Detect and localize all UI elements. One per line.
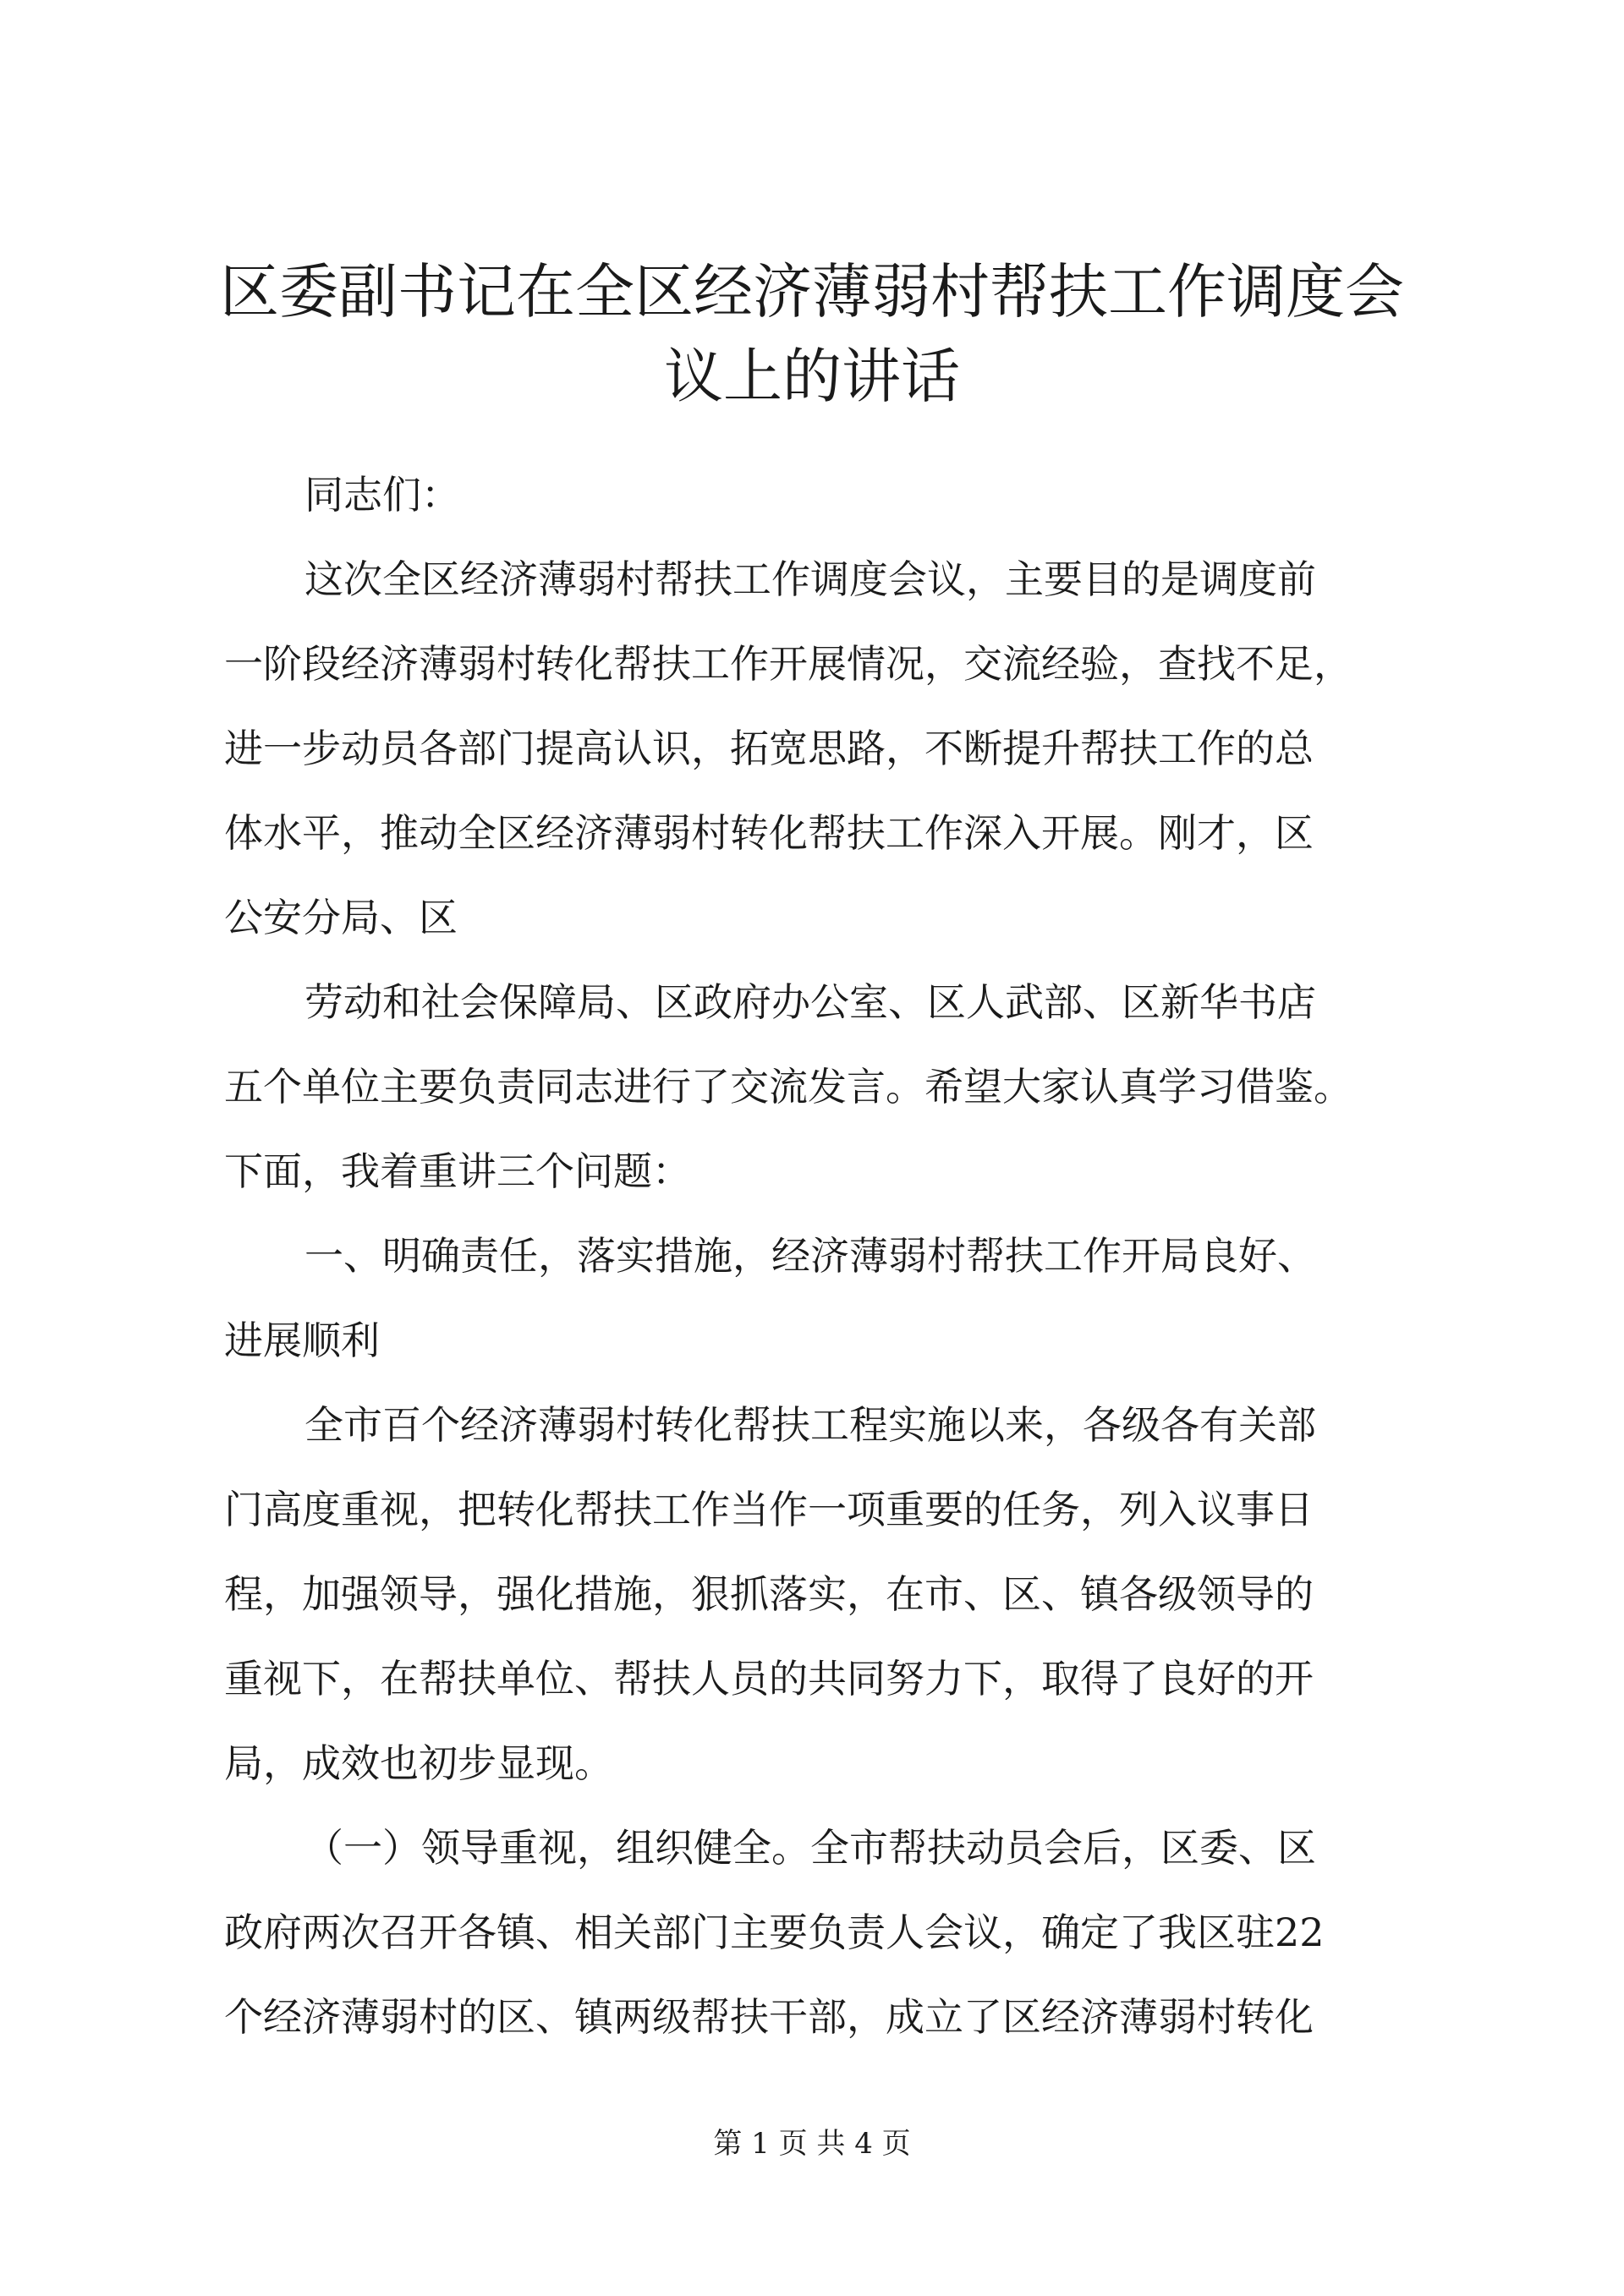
body-line: 进一步动员各部门提高认识，拓宽思路，不断提升帮扶工作的总 [224,726,1314,771]
body-line: 门高度重视，把转化帮扶工作当作一项重要的任务，列入议事日 [224,1487,1314,1532]
body-line: 政府两次召开各镇、相关部门主要负责人会议，确定了我区驻22 [224,1910,1325,1955]
body-line: 体水平，推动全区经济薄弱村转化帮扶工作深入开展。刚才，区 [224,810,1314,856]
body-line: 公安分局、区 [224,895,458,940]
body-line: 程，加强领导，强化措施，狠抓落实，在市、区、镇各级领导的 [224,1571,1314,1617]
body-line: 五个单位主要负责同志进行了交流发言。希望大家认真学习借鉴。 [224,1064,1352,1110]
body-line: 下面，我着重讲三个问题： [224,1148,691,1194]
body-line: 局，成效也初步显现。 [224,1740,613,1786]
page-number: 第 1 页 共 4 页 [713,2127,911,2161]
body-line: 全市百个经济薄弱村转化帮扶工程实施以来，各级各有关部 [304,1402,1316,1448]
body-line: 个经济薄弱村的区、镇两级帮扶干部，成立了区经济薄弱村转化 [224,1994,1314,2040]
body-line: 重视下，在帮扶单位、帮扶人员的共同努力下，取得了良好的开 [224,1656,1314,1701]
body-line: 劳动和社会保障局、区政府办公室、区人武部、区新华书店 [304,979,1316,1025]
salutation: 同志们： [304,472,460,518]
body-line: 一阶段经济薄弱村转化帮扶工作开展情况，交流经验，查找不足， [224,641,1352,687]
document-title [169,249,1455,419]
subsection-heading: （一）领导重视，组织健全。全市帮扶动员会后，区委、区 [304,1825,1316,1871]
section-heading: 一、明确责任，落实措施，经济薄弱村帮扶工作开局良好、 [304,1233,1316,1279]
body-line: 这次全区经济薄弱村帮扶工作调度会议，主要目的是调度前 [304,556,1316,602]
section-heading: 进展顺利 [224,1318,380,1363]
title-line-1: 区委副书记在全区经济薄弱村帮扶工作调度会 [220,257,1404,326]
title-line-2: 议上的讲话 [664,342,960,411]
